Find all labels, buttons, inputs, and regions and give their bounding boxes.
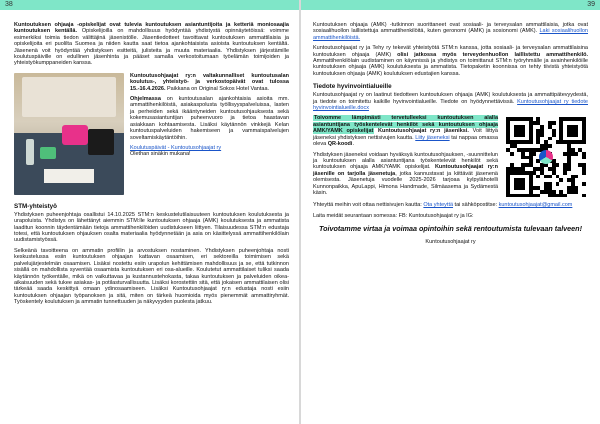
benefits-tail: , jotka kannustavat ja kiittävät jäsenenä olemisesta. Jäsenetuja vuodelle 2025-2026 tarjoaa kylpylähotelli Kunnonpaikka, ApuLappi, Himona Handmade, Silmäasema ja Sydämestä käsin.	[313, 170, 498, 196]
event-text-column	[130, 73, 289, 195]
training-days-link[interactable]: Koulutuspäivät - Kuntoutusohjaajat ry	[130, 144, 222, 151]
event-paragraph	[130, 73, 289, 92]
amk-p2-start: Kuntoutusohjaajat ry ja Tehy ry tekevät yhteistyötä STM:n kanssa, jotta sosiaali- ja terveysalan ammattilaisina kuntoutuksen ohjaaja (AMK)	[313, 45, 588, 58]
amk-p1-text: Kuntoutuksen ohjaaja (AMK) -tutkinnon suorittaneet ovat sosiaali- ja terveysalan ammattilaisia, jotka ovat sosiaalihuollon laillistettuja ammattihenkilöitä, kuten geronomi (AMK) ja sosionomi (AMK).	[313, 22, 588, 35]
stm-paragraph-1: Yhdistyksen puheenjohtaja osallistui 14.10.2025 STM:n keskustelutilaisuuteen kuntoutuksen koulutuksesta ja urapoluista. Yhdistys on lähettänyt aiemmin STM:lle kuntoutuksen ohjaaja (AMK) koulutuksesta ja ammatista laaditun koonnin täydentämään tietoja ammattihenkilöiden uudistukseen liittyen. Tilaisuudessa STM:n edustaja totesi, että kuntoutuksen ohjauksen osalta materiaalia hyödynnetään ja asia on käsittelyssä ammattihenkilölain uudistamistyössä.	[14, 211, 289, 244]
tiedote-link[interactable]: Kuntoutusohjaajat ry tiedote hyvinvointialueille.docx	[313, 98, 588, 112]
contact-paragraph	[313, 202, 588, 208]
benefits-bold: Kuntoutusohjaajat ry:n jäsenille on tarjolla jäsenetuja	[313, 164, 498, 177]
signature: Kuntoutusohjaajat ry	[425, 239, 476, 246]
law-link[interactable]: Laki sosiaalihuollon ammattihenkilöistä.	[313, 28, 588, 41]
program-bold: Ohjelmassa	[130, 96, 161, 103]
join-link[interactable]: Liity jäseneksi	[415, 134, 450, 141]
amk-p2-bold: olisi jatkossa myös terveydenhuollon laillistettu ammattihenkilö.	[397, 51, 589, 58]
email-link[interactable]: kuntoutusohjaajat@gmail.com	[498, 202, 573, 209]
tiedote-paragraph	[313, 92, 588, 111]
contact-text: Yhteyttä meihin voit ottaa nettisivujen kautta:	[313, 202, 424, 209]
stm-paragraph-2: Selkeänä tavoitteena on ammatin profiilin ja arvostuksen nostaminen. Yhdistyksen puheenjohtaja nosti keskustelussa esiin kuntoutuksen ohjaajan kattavan osaamisen, eri sektoreilla toimimisen sekä palvelujärjestelmän osaamisen. Lisäksi nostettu esiin urapolun kehittämisen mahdollisuus ja se, että tutkinnon sisällä on mahdollista syventää osaamista kuntoutuksen eri osa-alueille. Koulutetut ammattilaiset tuliksi saada käytännön työkentälle, mikä on vaikuttavaa ja kustannustehokasta, takaa kuntoutuksen ja palveluiden oikea-aikaisuuden sekä tukee asiakas- ja potilasturvallisuutta. Lisäksi korostettiin sitä, että jokaisen ammattilaisen olisi tärkeää saada keskittyä omaan ydinosaamiseen. Lisäksi Kuntoutusohjaajat ry:n edustaja nosti esiin kuntoutuksen ohjaajan työpanoksen ja sitä, miten on tärkeä huomioida myös pienemmät ammattiryhmät. Työskentely koulutuksen ja ammatin tunnettuuden ja näkyvyyden puolesta jatkuu.	[14, 247, 289, 306]
join-tail: tai nappaa omassa oleva	[313, 134, 498, 148]
amk-paragraph-1	[313, 22, 588, 41]
join-paragraph	[313, 115, 498, 147]
benefits-text: Yhdistyksen jäseneksi voidaan hyväksyä kuntoutusohjauksen, -suunnittelun ja kuntoutuksen alalla asiantuntijana työskentelevät henkilöt sekä kuntoutuksen ohjaaja AMK/YAMK opiskelijat.	[313, 151, 498, 171]
page-number-left: 38	[5, 1, 13, 8]
photo-pink-item	[62, 125, 88, 145]
welcome-text: Olethan sinäkin mukana!	[130, 151, 191, 158]
join-qr-code[interactable]	[504, 115, 588, 199]
event-link-block	[130, 145, 289, 158]
qr-module	[582, 194, 586, 198]
event-section	[14, 73, 289, 195]
intro-bold-lead: Kuntoutuksen ohjaaja -opiskelijat ovat tulevia kuntoutuksen asiantuntijoita ja ketteriä moniosaajia kuntoutuksen kentällä.	[14, 22, 289, 35]
training-event-photo	[14, 73, 124, 195]
amk-paragraph-2	[313, 45, 588, 77]
join-text-column	[313, 115, 498, 200]
tiedote-text: Kuntoutusohjaajat ry on laatinut tiedotteen kuntoutuksen ohjaaja (AMK) koulutuksesta ja ammattipätevyydestä, ja tiedote on toimitettu kaikille hyvinvointialueille. Tiedote on hyödynnettävissä.	[313, 92, 588, 105]
program-paragraph	[130, 96, 289, 141]
closing-greeting: Toivotamme virtaa ja voimaa opintoihin sekä rentoutumista tulevaan talveen!	[319, 224, 582, 234]
photo-black-bag	[88, 129, 114, 155]
tiedote-heading: Tiedote hyvinvointialueille	[313, 83, 392, 91]
intro-paragraph	[14, 22, 289, 67]
photo-bottle-shape	[26, 139, 34, 165]
follow-paragraph: Laita meidät seurantaan somessa: FB: Kuntoutusohjaajat ry ja IG:	[313, 212, 474, 219]
benefits-paragraph	[313, 152, 498, 197]
join-text: Voit liittyä jäseneksi yhdistyksen nettisivujen kautta.	[313, 128, 498, 141]
right-page-content	[301, 22, 600, 424]
left-page-content	[0, 22, 299, 424]
contact-link[interactable]: Ota yhteyttä	[423, 202, 454, 209]
join-bold-tail: Kuntoutusohjaajat ry:n jäseniksi.	[374, 128, 469, 135]
join-section	[313, 115, 588, 200]
contact-mid: tai sähköpostitse:	[453, 202, 499, 209]
photo-cards-shape	[44, 169, 94, 183]
amk-p2-end: Ammattihenkilölain uudistaminen on käynnissä ja yhdistys on toimittanut STM:n työryhmälle ja avainhenkilöille kuntoutuksen ohjaaja (AMK) koulutuksesta ja ammatista. Tietopaketin koonnissa on tehty tiivistä yhteistyötä kuntoutuksen ohjaaja (AMK) koulutuksen edustajien kanssa.	[313, 58, 588, 77]
photo-banner-shape	[22, 77, 116, 117]
right-page	[301, 0, 600, 424]
qr-tail: .	[352, 141, 354, 148]
left-page	[0, 0, 299, 424]
photo-green-item	[40, 147, 56, 159]
program-text: on kuntoutusalan ajankohtaisia asioita mm. ammattihenkilöistä, asiakaspolusta työllisyyspalveluissa, lasten ja perheiden sekä ikääntyneiden kuntoutusohjauksesta sekä kokemusasiantuntijan puheenvuoro ja tietoa haastavan asiakkaan kohtaamisesta. Lisäksi käytännön vinkkejä Kelan kuntoutuspalveluiden hakemiseen ja vammaispalvelujen soveltamiskäytäntöihin.	[130, 96, 289, 141]
top-accent-band-right	[301, 0, 600, 10]
qr-word: QR-koodi	[327, 141, 353, 148]
event-location-text: Paikkana on Original Sokos Hotel Vantaa.	[165, 85, 270, 92]
stm-heading: STM-yhteistyö	[14, 202, 58, 210]
page-number-right: 39	[587, 1, 595, 8]
join-highlight: Toivomme lämpimästi tervetulleeksi kuntoutuksen alalla asiantuntijana työskentelevät henkilöt sekä kuntoutuksen ohjaaja AMK/YAMK opiskelijat	[313, 115, 498, 135]
top-accent-band	[0, 0, 299, 10]
intro-text: Opiskelijoilla on mahdollisuus hyödyntää yhdistystä opinnäytetöissä: voimme esimerkiksi toimia tiedon välittäjinä jäsenistölle. Jäsentiedotteet tavoittavat kuntoutuksen ammattilaisia ja opiskelijoita eri puolilta Suomea ja niiden kautta saat tietoa ajankohtaisista asioista kuntoutuksen kentältä. Jäsenenä voit hyödyntää yhdistyksen esitteitä, julisteita ja muuta materiaalia. Yhdistyksen järjestämille koulutuspäiville on edullinen jäsenhinta ja pääset samalla verkostoitumaan työelämän toimijoiden ja yhteistyökumppaneiden kanssa.	[14, 28, 289, 67]
event-bold-lead: Kuntoutusohjaajat ry:n valtakunnalliset kuntoutusalan koulutus-, yhteistyö- ja verkostopäivät ovat tulossa 15.-16.4.2026.	[130, 72, 289, 92]
